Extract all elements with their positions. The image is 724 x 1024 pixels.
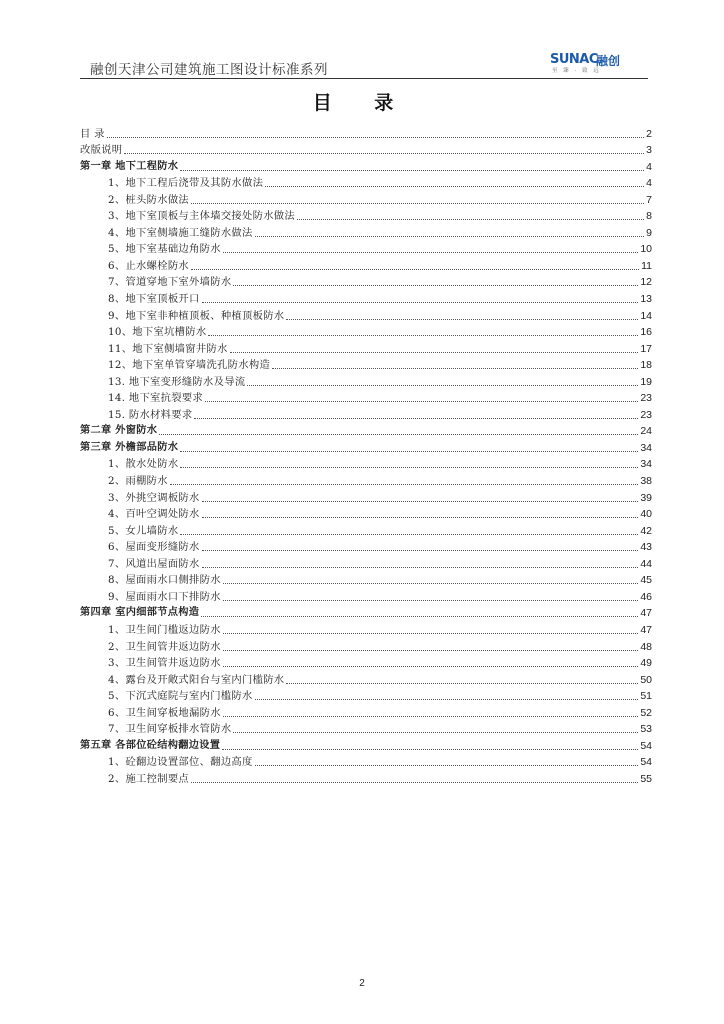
toc-leader-dots (208, 334, 638, 336)
toc-leader-dots (159, 433, 638, 435)
toc-leader-dots (180, 533, 638, 535)
toc-leader-dots (202, 549, 639, 551)
toc-entry-page: 34 (640, 441, 652, 454)
toc-entry[interactable] (80, 323, 652, 340)
toc-entry-title: 目 录 (80, 127, 105, 140)
toc-entry-page: 42 (640, 524, 652, 537)
toc-entry-title: 2、卫生间管井返边防水 (108, 640, 221, 653)
toc-entry[interactable] (80, 389, 652, 406)
toc-leader-dots (180, 169, 644, 171)
toc-entry-page: 16 (640, 326, 652, 339)
toc-entry-title: 8、地下室顶板开口 (108, 293, 200, 306)
toc-entry-page: 12 (640, 276, 652, 289)
toc-leader-dots (222, 748, 638, 750)
toc-leader-dots (223, 665, 638, 667)
toc-leader-dots (255, 235, 645, 237)
toc-entry-title: 12、地下室单管穿墙洗孔防水构造 (108, 359, 271, 372)
logo-en: SUNAC (550, 52, 598, 67)
toc-entry[interactable] (80, 339, 652, 356)
toc-leader-dots (272, 367, 638, 369)
toc-entry-title: 第一章 地下工程防水 (80, 160, 179, 172)
toc-entry-title: 2、雨棚防水 (108, 475, 168, 488)
toc-entry[interactable] (80, 654, 652, 671)
toc-entry[interactable] (80, 703, 652, 720)
toc-entry[interactable] (80, 422, 652, 439)
toc-leader-dots (255, 698, 639, 700)
sunac-logo (550, 52, 640, 74)
toc-leader-dots (201, 615, 638, 617)
toc-entry-title: 5、下沉式庭院与室内门槛防水 (108, 690, 253, 703)
toc-entry-title: 1、地下工程后浇带及其防水做法 (108, 177, 264, 190)
toc-entry[interactable] (80, 620, 652, 637)
toc-entry-page: 34 (640, 458, 652, 471)
toc-entry-page: 13 (640, 293, 652, 306)
table-of-contents (80, 124, 652, 786)
toc-entry-title: 第三章 外檐部品防水 (80, 441, 179, 453)
toc-entry-page: 54 (640, 739, 652, 752)
toc-entry-title: 第四章 室内细部节点构造 (80, 607, 200, 619)
toc-entry-title: 9、地下室非种植顶板、种植顶板防水 (108, 309, 285, 322)
toc-entry[interactable] (80, 124, 652, 141)
toc-entry-page: 52 (640, 706, 652, 719)
toc-entry[interactable] (80, 190, 652, 207)
toc-leader-dots (107, 136, 644, 138)
toc-leader-dots (202, 516, 639, 518)
toc-entry-title: 4、百叶空调处防水 (108, 508, 200, 521)
toc-entry-page: 51 (640, 690, 652, 703)
toc-entry-page: 10 (640, 243, 652, 256)
toc-leader-dots (223, 582, 638, 584)
toc-leader-dots (223, 251, 638, 253)
toc-entry-title: 第二章 外窗防水 (80, 425, 158, 437)
toc-entry-title: 7、管道穿地下室外墙防水 (108, 276, 232, 289)
toc-leader-dots (286, 682, 638, 684)
toc-entry-title: 3、卫生间管井返边防水 (108, 657, 221, 670)
toc-entry[interactable] (80, 587, 652, 604)
page-number: 2 (359, 978, 365, 989)
toc-leader-dots (191, 268, 639, 270)
toc-entry-page: 4 (646, 177, 652, 190)
toc-entry-title: 5、女儿墙防水 (108, 524, 179, 537)
toc-entry-page: 53 (640, 723, 652, 736)
toc-entry[interactable] (80, 505, 652, 522)
toc-entry-page: 40 (640, 508, 652, 521)
toc-entry-page: 14 (640, 309, 652, 322)
toc-entry[interactable] (80, 488, 652, 505)
toc-entry[interactable] (80, 571, 652, 588)
toc-leader-dots (170, 483, 638, 485)
toc-entry-page: 19 (640, 375, 652, 388)
toc-entry-title: 7、风道出屋面防水 (108, 557, 200, 570)
toc-entry[interactable] (80, 157, 652, 174)
toc-entry[interactable] (80, 455, 652, 472)
toc-entry-page: 44 (640, 557, 652, 570)
toc-entry-title: 4、地下室侧墙施工缝防水做法 (108, 226, 253, 239)
toc-entry-page: 47 (640, 623, 652, 636)
toc-entry-title: 1、散水处防水 (108, 458, 179, 471)
toc-entry-title: 7、卫生间穿板排水管防水 (108, 723, 232, 736)
header-title: 融创天津公司建筑施工图设计标准系列 (90, 62, 328, 78)
toc-entry-page: 23 (640, 392, 652, 405)
toc-entry-title: 11、地下室侧墙窗井防水 (108, 342, 228, 355)
toc-entry[interactable] (80, 356, 652, 373)
toc-leader-dots (233, 731, 638, 733)
toc-entry-page: 24 (640, 425, 652, 438)
toc-entry-page: 9 (646, 226, 652, 239)
toc-entry-page: 8 (646, 210, 652, 223)
toc-entry-title: 改版说明 (80, 144, 123, 157)
toc-entry[interactable] (80, 637, 652, 654)
toc-entry-page: 18 (640, 359, 652, 372)
toc-entry-title: 2、桩头防水做法 (108, 193, 190, 206)
toc-entry[interactable] (80, 720, 652, 737)
toc-entry[interactable] (80, 687, 652, 704)
toc-entry-title: 1、卫生间门槛返边防水 (108, 623, 221, 636)
page-header (80, 48, 648, 79)
toc-entry[interactable] (80, 736, 652, 753)
logo-cn: 融创 (596, 54, 621, 68)
toc-entry[interactable] (80, 256, 652, 273)
toc-entry-title: 5、地下室基础边角防水 (108, 243, 221, 256)
toc-entry-page: 55 (640, 772, 652, 785)
toc-entry[interactable] (80, 289, 652, 306)
toc-leader-dots (265, 185, 644, 187)
toc-leader-dots (223, 599, 638, 601)
toc-entry-page: 3 (646, 144, 652, 157)
toc-entry-page: 7 (646, 193, 652, 206)
toc-entry[interactable] (80, 240, 652, 257)
toc-entry[interactable] (80, 538, 652, 555)
toc-entry-title: 8、屋面雨水口侧排防水 (108, 574, 221, 587)
toc-entry-title: 1、砼翻边设置部位、翻边高度 (108, 756, 253, 769)
toc-entry[interactable] (80, 438, 652, 455)
toc-entry[interactable] (80, 207, 652, 224)
toc-leader-dots (223, 632, 638, 634)
toc-entry-title: 4、露台及开敞式阳台与室内门槛防水 (108, 673, 285, 686)
toc-entry-page: 50 (640, 673, 652, 686)
toc-leader-dots (223, 649, 638, 651)
toc-entry-title: 14. 地下室抗裂要求 (108, 392, 204, 405)
toc-leader-dots (223, 715, 638, 717)
toc-entry-page: 47 (640, 607, 652, 620)
toc-entry-page: 48 (640, 640, 652, 653)
toc-entry[interactable] (80, 769, 652, 786)
document-title: 目 录 (312, 92, 412, 114)
toc-entry[interactable] (80, 141, 652, 158)
toc-entry[interactable] (80, 405, 652, 422)
toc-entry-page: 46 (640, 590, 652, 603)
toc-entry[interactable] (80, 604, 652, 621)
toc-entry-title: 6、止水螺栓防水 (108, 259, 190, 272)
toc-entry[interactable] (80, 753, 652, 770)
toc-entry-title: 3、外挑空调板防水 (108, 491, 200, 504)
toc-leader-dots (247, 384, 638, 386)
toc-entry-title: 15. 防水材料要求 (108, 408, 193, 421)
toc-leader-dots (202, 301, 639, 303)
toc-leader-dots (124, 152, 644, 154)
logo-slogan: 至 臻 · 致 远 (552, 68, 601, 74)
toc-entry-title: 9、屋面雨水口下排防水 (108, 590, 221, 603)
toc-leader-dots (286, 318, 638, 320)
toc-entry-page: 54 (640, 756, 652, 769)
toc-entry[interactable] (80, 174, 652, 191)
toc-leader-dots (180, 466, 638, 468)
toc-entry[interactable] (80, 521, 652, 538)
toc-entry[interactable] (80, 306, 652, 323)
toc-leader-dots (191, 202, 644, 204)
toc-entry-page: 23 (640, 408, 652, 421)
toc-entry-page: 45 (640, 574, 652, 587)
toc-entry-page: 43 (640, 541, 652, 554)
toc-entry[interactable] (80, 223, 652, 240)
toc-entry-page: 38 (640, 475, 652, 488)
toc-entry-title: 2、施工控制要点 (108, 772, 190, 785)
toc-entry-page: 2 (646, 127, 652, 140)
toc-leader-dots (205, 400, 638, 402)
toc-leader-dots (230, 351, 639, 353)
toc-entry[interactable] (80, 372, 652, 389)
toc-entry-page: 39 (640, 491, 652, 504)
toc-entry-title: 6、屋面变形缝防水 (108, 541, 200, 554)
toc-entry-page: 17 (640, 342, 652, 355)
toc-leader-dots (297, 218, 644, 220)
toc-entry-title: 13. 地下室变形缝防水及导流 (108, 375, 246, 388)
toc-entry-page: 4 (646, 160, 652, 173)
toc-entry-title: 6、卫生间穿板地漏防水 (108, 706, 221, 719)
toc-entry[interactable] (80, 554, 652, 571)
toc-leader-dots (233, 284, 638, 286)
toc-leader-dots (180, 450, 638, 452)
toc-entry[interactable] (80, 471, 652, 488)
toc-entry-page: 11 (641, 259, 652, 272)
toc-entry[interactable] (80, 273, 652, 290)
toc-entry-title: 3、地下室顶板与主体墙交接处防水做法 (108, 210, 295, 223)
toc-leader-dots (202, 500, 639, 502)
toc-leader-dots (202, 566, 639, 568)
toc-entry-page: 49 (640, 657, 652, 670)
toc-leader-dots (191, 781, 638, 783)
toc-leader-dots (194, 417, 638, 419)
toc-entry-title: 第五章 各部位砼结构翻边设置 (80, 739, 221, 751)
toc-leader-dots (255, 764, 639, 766)
toc-entry[interactable] (80, 670, 652, 687)
toc-entry-title: 10、地下室坑槽防水 (108, 326, 207, 339)
